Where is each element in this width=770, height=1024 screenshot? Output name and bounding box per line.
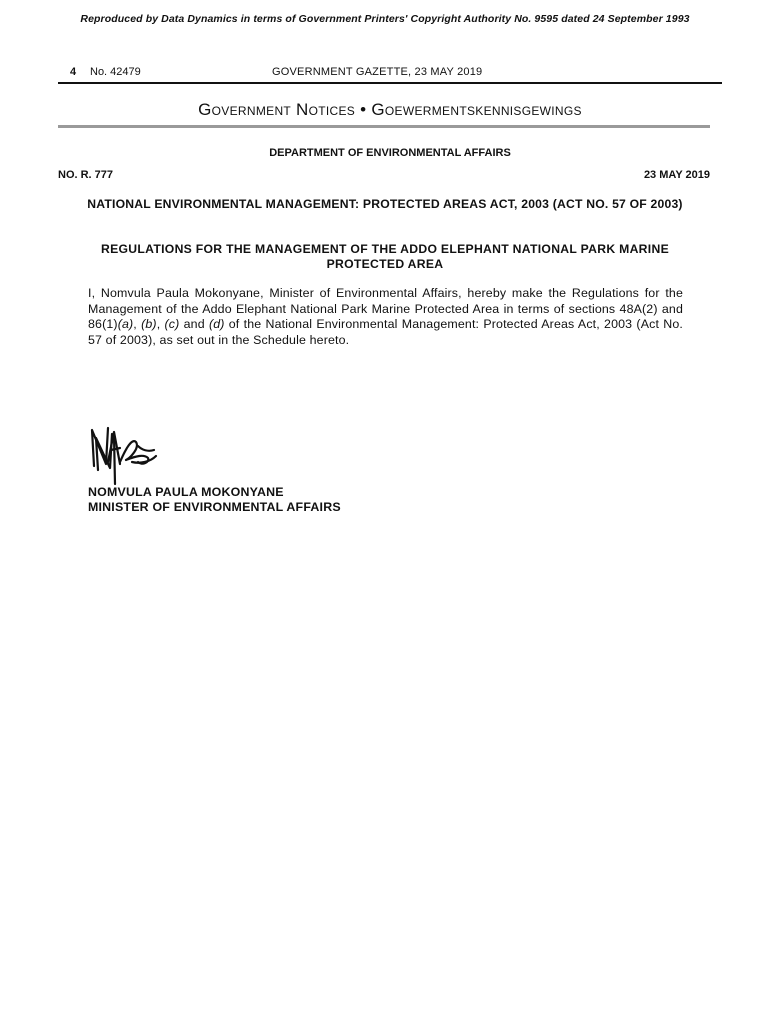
act-title: NATIONAL ENVIRONMENTAL MANAGEMENT: PROTECTED AREAS ACT, 2003 (ACT NO. 57 OF 2003) xyxy=(87,197,683,211)
section-rule xyxy=(58,125,710,128)
subsection-b: (b) xyxy=(141,317,157,331)
gazette-title: GOVERNMENT GAZETTE, 23 MAY 2019 xyxy=(272,66,483,78)
handwritten-signature xyxy=(84,418,174,488)
reproduction-notice: Reproduced by Data Dynamics in terms of Government Printers' Copyright Authority No. 9595 dated 24 September 1993 xyxy=(80,13,690,25)
signatory-name: NOMVULA PAULA MOKONYANE xyxy=(88,485,284,499)
gazette-header xyxy=(58,64,722,82)
notice-number: NO. R. 777 xyxy=(58,169,114,181)
subsection-c: (c) xyxy=(164,317,180,331)
separator-3: and xyxy=(179,317,209,331)
subsection-d: (d) xyxy=(208,317,225,331)
page-number: 4 xyxy=(70,66,77,78)
gazette-number: No. 42479 xyxy=(90,66,141,78)
separator-2: , xyxy=(156,317,165,331)
body-paragraph xyxy=(88,286,683,348)
separator-1: , xyxy=(133,317,142,331)
regulation-title: REGULATIONS FOR THE MANAGEMENT OF THE ADDO ELEPHANT NATIONAL PARK MARINE PROTECTED AREA xyxy=(101,242,669,271)
body-text-part1: I, Nomvula Paula Mokonyane, Minister of Environmental Affairs, hereby make the Regulations for the Management of the Addo Elephant National Park Marine Protected Area in terms of sections 48A(2) and 86(1) xyxy=(88,286,683,331)
department-name: DEPARTMENT OF ENVIRONMENTAL AFFAIRS xyxy=(269,147,511,159)
section-heading: Government Notices • Goewermentskennisgewings xyxy=(198,100,582,119)
notice-date: 23 MAY 2019 xyxy=(643,169,710,181)
subsection-a: (a) xyxy=(117,317,134,331)
signatory-title: MINISTER OF ENVIRONMENTAL AFFAIRS xyxy=(88,500,341,514)
body-text-part2: of the National Environmental Management: Protected Areas Act, 2003 (Act No. 57 of 2003), as set out in the Schedule hereto. xyxy=(88,317,683,347)
header-rule xyxy=(58,82,722,84)
